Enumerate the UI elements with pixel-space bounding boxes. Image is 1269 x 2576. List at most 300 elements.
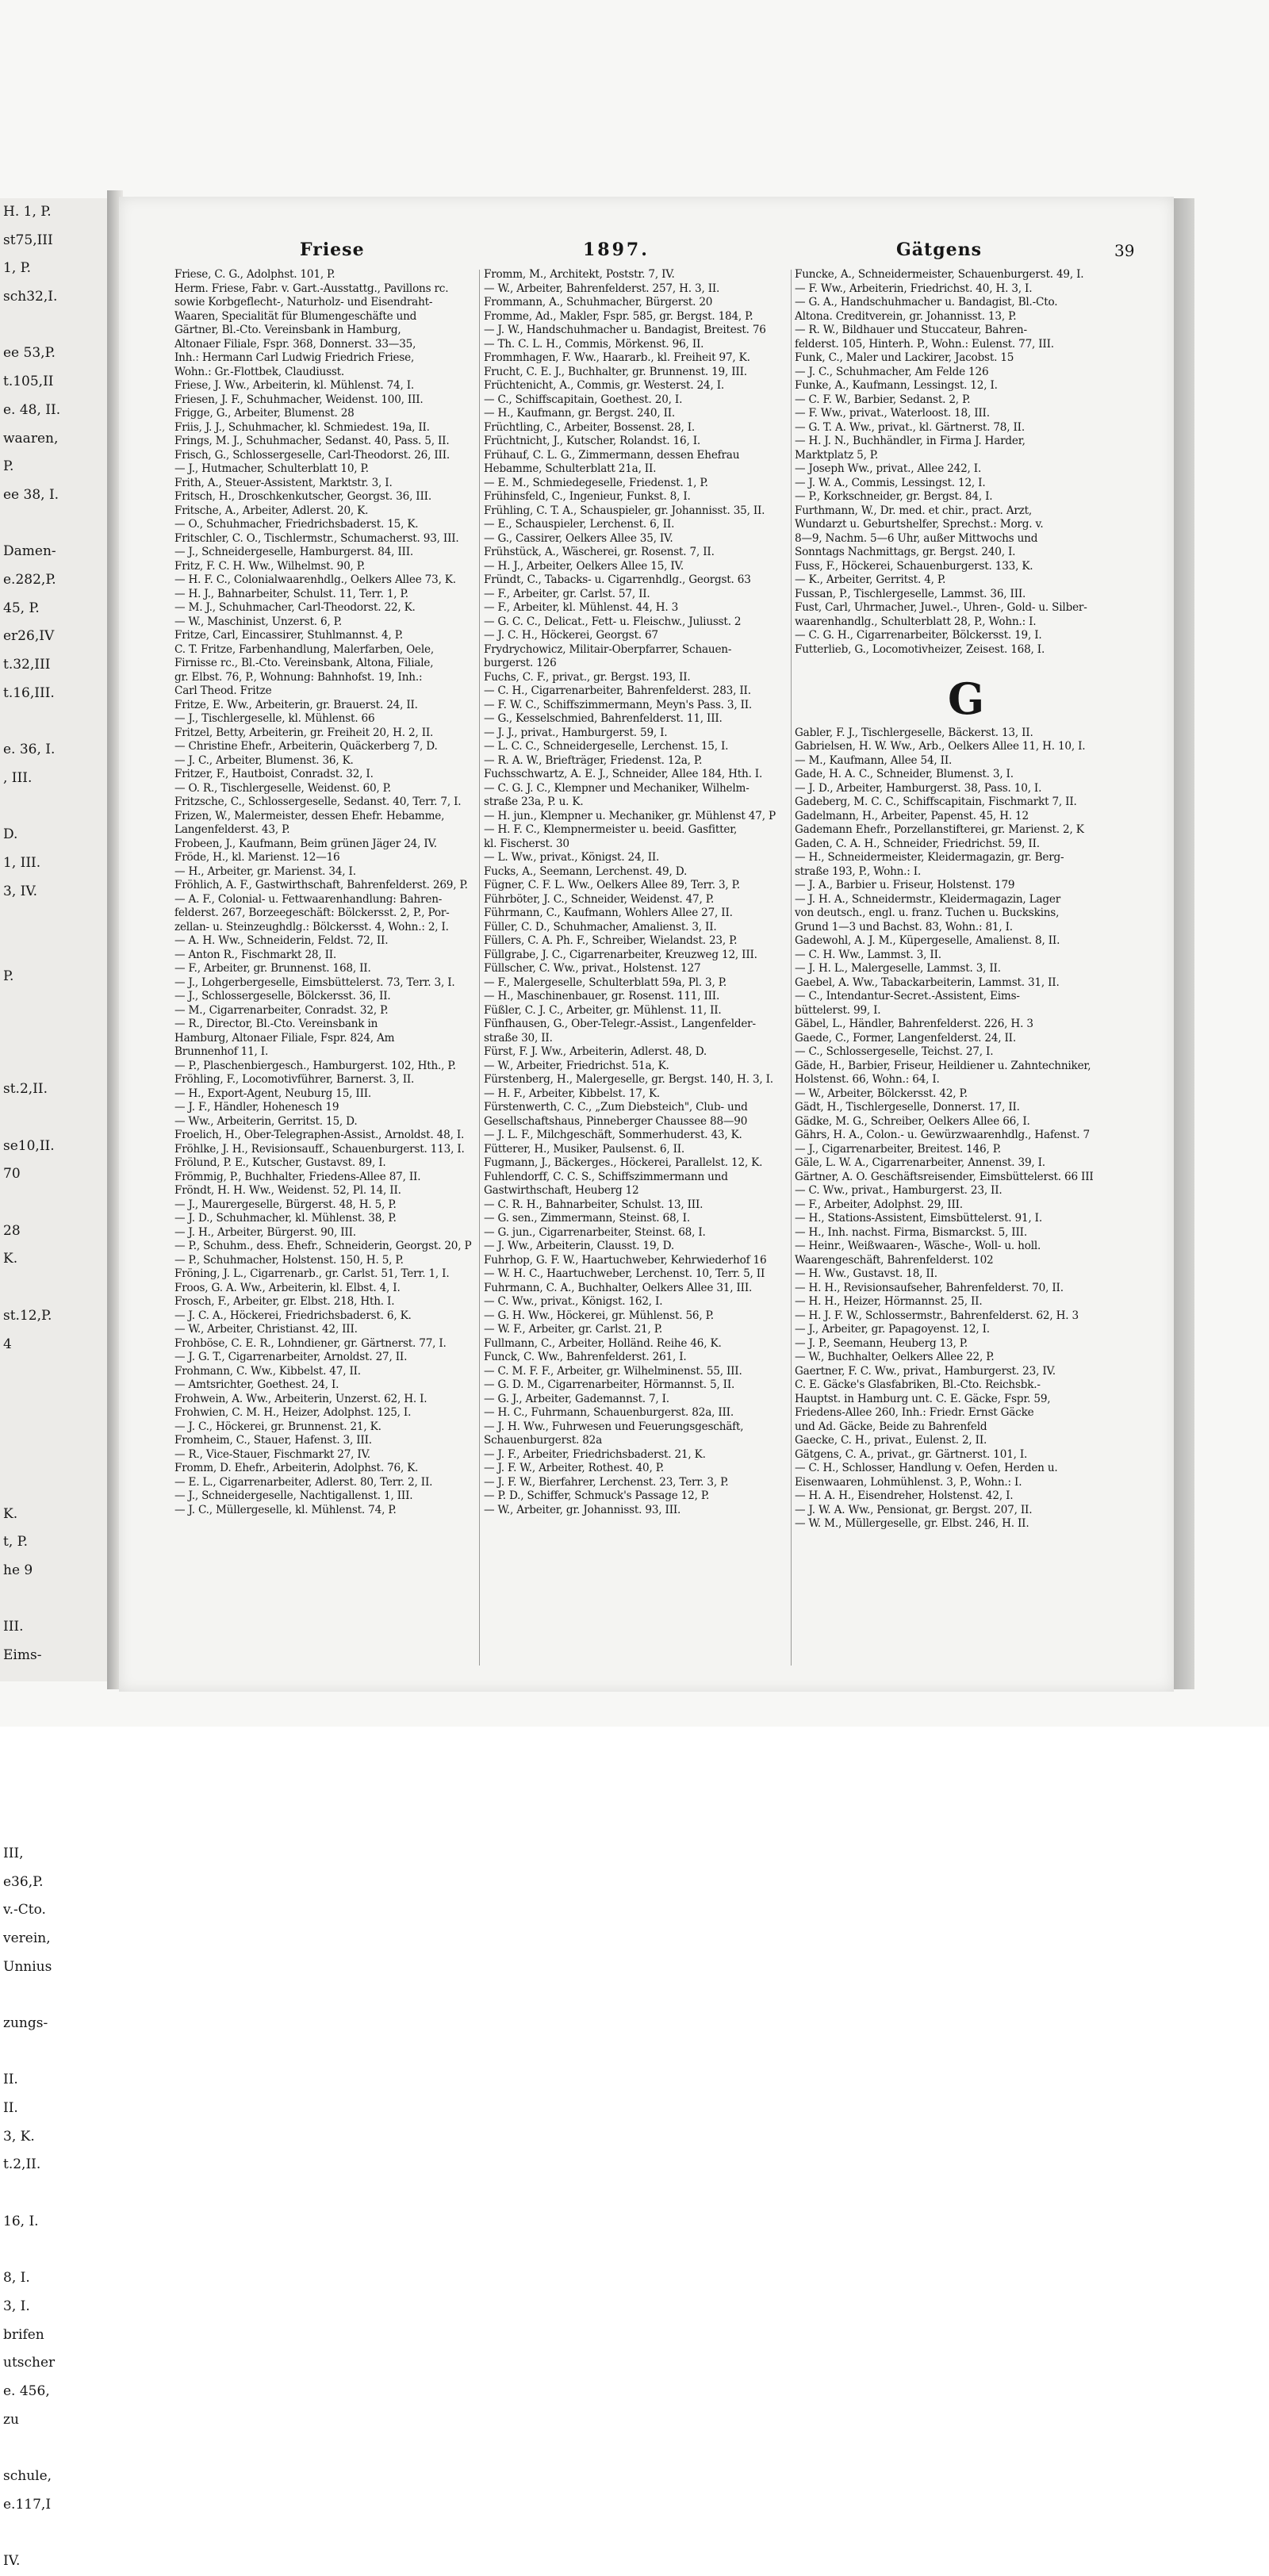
left-page-fragment-line [0, 906, 107, 934]
directory-entry-line: Frömmig, P., Buchhalter, Friedens-Allee 87, II. [174, 1170, 421, 1183]
directory-entry-line: Frommhagen, F. Ww., Haararb., kl. Freiheit 97, K. [484, 351, 750, 364]
left-page-fragment-line: ee 38, I. [3, 486, 59, 503]
left-page-fragment-line: zungs- [3, 2015, 48, 2031]
directory-entry-line: Frith, A., Steuer-Assistent, Marktstr. 3, I. [174, 476, 393, 489]
directory-entry-line: — G., Kesselschmied, Bahrenfelderst. 11, III. [484, 712, 723, 725]
left-page-fragment-line: waaren, [3, 430, 59, 447]
directory-entry-line: Altonaer Filiale, Fspr. 368, Donnerst. 33—35, [174, 337, 416, 351]
directory-entry-line: Gade, H. A. C., Schneider, Blumenst. 3, I. [795, 768, 1014, 780]
directory-entry-line: — J. C., Höckerei, gr. Brunnenst. 21, K. [174, 1420, 381, 1433]
directory-entry-line: — H. J., Arbeiter, Oelkers Allee 15, IV. [484, 559, 684, 573]
directory-entry-line: — E. L., Cigarrenarbeiter, Adlerst. 80, Terr. 2, II. [174, 1475, 433, 1489]
directory-entry-line: — H. A. H., Eisendreher, Holstenst. 42, I. [795, 1489, 1014, 1502]
left-page-fragment-line [0, 1698, 107, 1727]
directory-entry-line: — W., Arbeiter, Friedrichst. 51a, K. [484, 1059, 669, 1072]
left-page-fragment-line [0, 1104, 107, 1133]
header-right-word: Gätgens [896, 240, 982, 260]
left-page-fragment-line: 1, P. [3, 260, 32, 277]
directory-entry-line: Frühstück, A., Wäscherei, gr. Rosenst. 7, II. [484, 546, 715, 558]
left-page-fragment-line: P. [3, 458, 14, 475]
directory-entry-line: Fuchsschwartz, A. E. J., Schneider, Allee 184, Hth. I. [484, 768, 763, 780]
directory-entry-line: — H. C., Fuhrmann, Schauenburgerst. 82a, III. [484, 1406, 734, 1419]
directory-entry-line: Sonntags Nachmittags, gr. Bergst. 240, I. [795, 546, 1016, 558]
directory-entry-line: Frühauf, C. L. G., Zimmermann, dessen Ehefrau [484, 448, 740, 462]
directory-entry-line: — J. J., privat., Hamburgerst. 59, I. [484, 726, 668, 739]
left-page-fragment-line: 1, III. [3, 854, 41, 871]
directory-entry-line: — J. F., Arbeiter, Friedrichsbaderst. 21, K. [484, 1447, 706, 1461]
directory-entry-line: Frosch, F., Arbeiter, gr. Elbst. 218, Hth. I. [174, 1295, 395, 1308]
directory-entry-line: — P. D., Schiffer, Schmuck's Passage 12, P. [484, 1489, 710, 1502]
directory-entry-line: Froos, G. A. Ww., Arbeiterin, kl. Elbst. 4, I. [174, 1281, 401, 1294]
directory-entry-line: Gabler, F. J., Tischlergeselle, Bäckerst. 13, II. [795, 726, 1033, 739]
directory-entry-line: Hauptst. in Hamburg unt. C. E. Gäcke, Fspr. 59, [795, 1392, 1051, 1405]
directory-entry-line: Füllers, C. A. Ph. F., Schreiber, Wielandst. 23, P. [484, 934, 738, 947]
directory-entry-line: — G. H. Ww., Höckerei, gr. Mühlenst. 56, P. [484, 1309, 714, 1322]
directory-entry-line: — A. F., Colonial- u. Fettwaarenhandlung: Bahren- [174, 892, 443, 906]
left-page-fragment-line: II. [3, 2100, 18, 2117]
directory-entry-line: — J., Hutmacher, Schulterblatt 10, P. [174, 462, 369, 475]
directory-entry-line: — F. W. C., Schiffszimmermann, Meyn's Pass. 3, II. [484, 698, 753, 711]
directory-entry-line: — G. T. A. Ww., privat., kl. Gärtnerst. 78, II. [795, 420, 1025, 434]
directory-entry-line: Fuhlendorff, C. C. S., Schiffszimmermann und [484, 1170, 728, 1183]
left-page-fragment-line: II. [3, 2072, 18, 2088]
directory-entry-line: — H. Ww., Gustavst. 18, II. [795, 1267, 937, 1280]
directory-entry-line: — M., Kaufmann, Allee 54, II. [795, 753, 953, 767]
directory-entry-line: Fuchs, C. F., privat., gr. Bergst. 193, II. [484, 670, 691, 684]
left-page-fragment-line: sch32,I. [3, 289, 58, 305]
directory-entry-line: Fullmann, C., Arbeiter, Holländ. Reihe 46, K. [484, 1336, 722, 1350]
left-page-fragment-line: he 9 [3, 1562, 33, 1578]
directory-entry-line: Gadeberg, M. C. C., Schiffscapitain, Fischmarkt 7, II. [795, 795, 1077, 808]
directory-entry-line: — H., Arbeiter, gr. Marienst. 34, I. [174, 864, 356, 878]
directory-entry-line: Gädke, M. G., Schreiber, Oelkers Allee 66, I. [795, 1114, 1030, 1128]
directory-entry-line: — M., Cigarrenarbeiter, Conradst. 32, P. [174, 1003, 389, 1017]
directory-entry-line: — W., Maschinist, Unzerst. 6, P. [174, 615, 342, 628]
directory-entry-line: — C. R. H., Bahnarbeiter, Schulst. 13, III. [484, 1198, 704, 1211]
directory-entry-line: von deutsch., engl. u. franz. Tuchen u. Buckskins, [795, 907, 1060, 919]
directory-entry-line: straße 193, P., Wohn.: I. [795, 864, 922, 878]
directory-entry-line: Fünfhausen, G., Ober-Telegr.-Assist., Langenfelder- [484, 1018, 756, 1030]
directory-entry-line: Fussan, P., Tischlergeselle, Lammst. 36, III. [795, 587, 1026, 600]
directory-entry-line: — W., Arbeiter, Christianst. 42, III. [174, 1323, 358, 1336]
left-page-fragment-line [0, 1727, 107, 1755]
directory-entry-line: Friese, C. G., Adolphst. 101, P. [174, 268, 335, 281]
directory-entry-line: — J. L. F., Milchgeschäft, Sommerhuderst. 43, K. [484, 1129, 742, 1141]
left-page-fragment-line [0, 1585, 107, 1614]
directory-entry-line: Frigge, G., Arbeiter, Blumenst. 28 [174, 407, 355, 420]
left-page-fragment-line: D. [3, 826, 18, 843]
directory-entry-line: Frohmann, C. Ww., Kibbelst. 47, II. [174, 1364, 361, 1378]
left-page-fragment-line: , III. [3, 769, 33, 786]
directory-entry-line: — J. C. H., Höckerei, Georgst. 67 [484, 629, 658, 642]
directory-entry-line: Fügner, C. F. L. Ww., Oelkers Allee 89, Terr. 3, P. [484, 879, 740, 891]
directory-entry-line: — J. C., Müllergeselle, kl. Mühlenst. 74, P. [174, 1503, 397, 1516]
left-page-fragment-line: 3, I. [3, 2298, 30, 2314]
directory-entry-line: — G. sen., Zimmermann, Steinst. 68, I. [484, 1212, 690, 1225]
directory-entry-line: — O. R., Tischlergeselle, Weidenst. 60, P. [174, 781, 391, 795]
directory-entry-line: Führmann, C., Kaufmann, Wohlers Allee 27, II. [484, 907, 733, 919]
directory-entry-line: — J., Lohgerbergeselle, Eimsbüttelerst. 73, Terr. 3, I. [174, 976, 455, 989]
directory-entry-line: Gabrielsen, H. W. Ww., Arb., Oelkers Allee 11, H. 10, I. [795, 740, 1086, 753]
directory-entry-line: — E. M., Schmiedegeselle, Friedenst. 1, P. [484, 476, 708, 489]
directory-entry-line: — F. Ww., privat., Waterloost. 18, III. [795, 407, 990, 420]
directory-entry-line: Fuhrmann, C. A., Buchhalter, Oelkers Allee 31, III. [484, 1281, 753, 1294]
directory-entry-line: Firnisse rc., Bl.-Cto. Vereinsbank, Altona, Filiale, [174, 657, 434, 669]
directory-entry-line: Frühinsfeld, C., Ingenieur, Funkst. 8, I. [484, 490, 691, 503]
directory-entry-line: — Anton R., Fischmarkt 28, II. [174, 948, 337, 961]
directory-entry-line: Fröhling, F., Locomotivführer, Barnerst. 3, II. [174, 1073, 415, 1086]
left-page-fragment-line [0, 2179, 107, 2208]
directory-entry-line: — O., Schuhmacher, Friedrichsbaderst. 15, K. [174, 518, 419, 531]
directory-entry-line: — J. C., Schuhmacher, Am Felde 126 [795, 365, 989, 378]
directory-entry-line: Früchtenicht, A., Commis, gr. Westerst. 24, I. [484, 379, 724, 392]
directory-entry-line: — E., Schauspieler, Lerchenst. 6, II. [484, 518, 675, 531]
directory-entry-line: Furthmann, W., Dr. med. et chir., pract. Arzt, [795, 504, 1033, 517]
directory-entry-line: Altona. Creditverein, gr. Johannisst. 13, P. [795, 309, 1017, 323]
directory-entry-line: Fröde, H., kl. Marienst. 12—16 [174, 851, 340, 864]
directory-entry-line: Grund 1—3 und Bachst. 83, Wohn.: 81, I. [795, 920, 1013, 933]
directory-entry-line: Fritze, E. Ww., Arbeiterin, gr. Brauerst. 24, II. [174, 698, 418, 711]
left-page-fragment-line: e.117,I [3, 2496, 52, 2513]
directory-entry-line: — F., Arbeiter, gr. Carlst. 57, II. [484, 587, 650, 600]
directory-entry-line: — H. F. C., Colonialwaarenhdlg., Oelkers Allee 73, K. [174, 573, 456, 586]
directory-entry-line: — C. G. J. C., Klempner und Mechaniker, Wilhelm- [484, 781, 750, 795]
directory-entry-line: — J. P., Seemann, Heuberg 13, P. [795, 1336, 968, 1350]
directory-entry-line: Brunnenhof 11, I. [174, 1045, 269, 1058]
directory-entry-line: — F., Arbeiter, kl. Mühlenst. 44, H. 3 [484, 601, 679, 614]
directory-entry-line: — R. W., Bildhauer und Stuccateur, Bahren- [795, 324, 1027, 336]
directory-column-2 [484, 268, 825, 1517]
directory-entry-line: Fürstenwerth, C. C., „Zum Diebsteich", Club- und [484, 1101, 748, 1114]
directory-entry-line: Gadelmann, H., Arbeiter, Papenst. 45, H. 12 [795, 809, 1029, 822]
left-page-fragment-line [0, 707, 107, 736]
directory-entry-line: Wundarzt u. Geburtshelfer, Sprechst.: Morg. v. [795, 518, 1044, 531]
directory-entry-line: Gährs, H. A., Colon.- u. Gewürzwaarenhdlg., Hafenst. 7 [795, 1129, 1090, 1141]
directory-entry-line: Fucks, A., Seemann, Lerchenst. 49, D. [484, 864, 688, 878]
directory-entry-line: Frings, M. J., Schuhmacher, Sedanst. 40, Pass. 5, II. [174, 435, 450, 447]
directory-entry-line: Fritze, Carl, Eincassirer, Stuhlmannst. 4, P. [174, 629, 404, 642]
directory-entry-line: — J. D., Arbeiter, Hamburgerst. 38, Pass. 10, I. [795, 781, 1042, 795]
directory-entry-line: waarenhandlg., Schulterblatt 28, P., Wohn.: I. [795, 615, 1037, 628]
directory-entry-line: — C., Schlossergeselle, Teichst. 27, I. [795, 1045, 994, 1058]
directory-entry-line: — J. F. W., Arbeiter, Rothest. 40, P. [484, 1462, 665, 1474]
left-page-fragment-line: t.105,II [3, 374, 54, 390]
directory-entry-line: büttelerst. 99, I. [795, 1003, 881, 1017]
directory-entry-line: — J. H. Ww., Fuhrwesen und Feuerungsgeschäft, [484, 1420, 744, 1433]
directory-entry-line: — Christine Ehefr., Arbeiterin, Quäckerberg 7, D. [174, 740, 438, 753]
directory-entry-line: — H. F. C., Klempnermeister u. beeid. Gasfitter, [484, 823, 738, 836]
left-page-fragment-line: K. [3, 1505, 18, 1522]
directory-entry-line: — H. F., Arbeiter, Kibbelst. 17, K. [484, 1087, 661, 1100]
directory-entry-line: straße 23a, P. u. K. [484, 795, 584, 808]
left-page-fragment-line: e.282,P. [3, 571, 56, 588]
directory-entry-line: Wohn.: Gr.-Flottbek, Claudiusst. [174, 365, 345, 378]
left-page-fragment-line: IV. [3, 2553, 21, 2570]
left-page-fragment-line: utscher [3, 2355, 56, 2371]
directory-entry-line: — Heinr., Weißwaaren-, Wäsche-, Woll- u. holl. [795, 1240, 1041, 1252]
directory-entry-line: Früchtling, C., Arbeiter, Bossenst. 28, I. [484, 420, 695, 434]
left-page-fragment-line: Damen- [3, 543, 56, 560]
directory-entry-line: — J. W. A. Ww., Pensionat, gr. Bergst. 207, II. [795, 1503, 1033, 1516]
left-page-fragment-line [0, 2434, 107, 2463]
directory-entry-line: — F., Malergeselle, Schulterblatt 59a, Pl. 3, P. [484, 976, 727, 989]
directory-entry-line: — F., Arbeiter, Adolphst. 29, III. [795, 1198, 963, 1211]
directory-entry-line: Füßler, C. J. C., Arbeiter, gr. Mühlenst. 11, II. [484, 1003, 722, 1017]
directory-entry-line: Fröndt, H. H. Ww., Weidenst. 52, Pl. 14, II. [174, 1184, 401, 1197]
directory-entry-line: — C. Ww., privat., Hamburgerst. 23, II. [795, 1184, 1003, 1197]
left-page-fragment-line: e. 456, [3, 2382, 50, 2399]
directory-entry-line: burgerst. 126 [484, 657, 557, 669]
left-page-fragment-line [0, 792, 107, 821]
directory-entry-line: Fromm, M., Architekt, Poststr. 7, IV. [484, 268, 675, 281]
left-page-fragment-line: 45, P. [3, 600, 40, 616]
directory-entry-line: C. E. Gäcke's Glasfabriken, Bl.-Cto. Reichsbk.- [795, 1378, 1041, 1391]
directory-entry-line: Fritzsche, C., Schlossergeselle, Sedanst. 40, Terr. 7, I. [174, 795, 462, 808]
directory-entry-line: Gäbel, L., Händler, Bahrenfelderst. 226, H. 3 [795, 1018, 1033, 1030]
directory-entry-line: Fuhrhop, G. F. W., Haartuchweber, Kehrwiederhof 16 [484, 1253, 767, 1267]
directory-entry-line: Frizen, W., Malermeister, dessen Ehefr. Hebamme, [174, 809, 445, 822]
directory-entry-line: — J., Maurergeselle, Bürgerst. 48, H. 5, P. [174, 1198, 397, 1211]
directory-entry-line: — J. F. W., Bierfahrer, Lerchenst. 23, Terr. 3, P. [484, 1475, 729, 1489]
directory-entry-line: Frucht, C. E. J., Buchhalter, gr. Brunnenst. 19, III. [484, 365, 747, 378]
directory-entry-line: — C. H., Cigarrenarbeiter, Bahrenfelderst. 283, II. [484, 684, 751, 697]
directory-entry-line: felderst. 105, Hinterh. P., Wohn.: Eulenst. 77, III. [795, 337, 1054, 351]
directory-entry-line: Frohwien, C. M. H., Heizer, Adolphst. 125, I. [174, 1406, 412, 1419]
directory-entry-line: Funke, A., Kaufmann, Lessingst. 12, I. [795, 379, 998, 392]
left-page-fragment-line [0, 1019, 107, 1048]
directory-entry-line: — R., Vice-Stauer, Fischmarkt 27, IV. [174, 1447, 370, 1461]
directory-entry-line: — H., Schneidermeister, Kleidermagazin, gr. Berg- [795, 851, 1064, 864]
directory-entry-line: Früchtnicht, J., Kutscher, Rolandst. 16, I. [484, 435, 700, 447]
left-page-fragment-line: 3, IV. [3, 883, 38, 899]
left-page-fragment-line: st75,III [3, 232, 53, 248]
directory-entry-line: — H., Stations-Assistent, Eimsbüttelerst. 91, I. [795, 1212, 1042, 1225]
directory-entry-line: Froelich, H., Ober-Telegraphen-Assist., Arnoldst. 48, I. [174, 1129, 465, 1141]
directory-entry-line: — J., Arbeiter, gr. Papagoyenst. 12, I. [795, 1323, 990, 1336]
directory-entry-line: Schauenburgerst. 82a [484, 1434, 603, 1447]
left-page-fragment-line: e36,P. [3, 1873, 44, 1890]
directory-entry-line: — C. H. Ww., Lammst. 3, II. [795, 948, 941, 961]
directory-entry-line: — J. W. A., Commis, Lessingst. 12, I. [795, 476, 986, 489]
directory-entry-line: Fröhlich, A. F., Gastwirthschaft, Bahrenfelderst. 269, P. [174, 879, 468, 891]
directory-entry-line: Funk, C., Maler und Lackirer, Jacobst. 15 [795, 351, 1014, 364]
running-header [119, 240, 1174, 266]
header-left-word: Friese [300, 240, 365, 260]
directory-entry-line: Langenfelderst. 43, P. [174, 823, 290, 836]
directory-entry-line: Herm. Friese, Fabr. v. Gart.-Ausstattg., Pavillons rc. [174, 282, 449, 295]
directory-entry-line: — P., Schuhmacher, Holstenst. 150, H. 5, P. [174, 1253, 404, 1267]
left-page-fragment-line [0, 991, 107, 1019]
directory-entry-line: Führböter, J. C., Schneider, Weidenst. 47, P. [484, 892, 715, 906]
directory-entry-line: — H., Maschinenbauer, gr. Rosenst. 111, III. [484, 990, 720, 1002]
directory-entry-line: Fromme, Ad., Makler, Fspr. 585, gr. Bergst. 184, P. [484, 309, 753, 323]
left-page-fragment-line: 4 [3, 1336, 12, 1352]
left-page-fragment-line: st.2,II. [3, 1081, 48, 1098]
directory-entry-line: Fugmann, J., Bäckerges., Höckerei, Parallelst. 12, K. [484, 1156, 763, 1169]
directory-entry-line: — J., Schneidergeselle, Hamburgerst. 84, III. [174, 546, 413, 558]
directory-entry-line: — J. Ww., Arbeiterin, Clausst. 19, D. [484, 1240, 675, 1252]
directory-entry-line: Gaebel, A. Ww., Tabackarbeiterin, Lammst. 31, II. [795, 976, 1060, 989]
directory-entry-line: — P., Plaschenbiergesch., Hamburgerst. 102, Hth., P. [174, 1059, 456, 1072]
left-page-fragment-line: v.-Cto. [3, 1902, 46, 1919]
directory-entry-line: Fromm, D. Ehefr., Arbeiterin, Adolphst. 76, K. [174, 1462, 419, 1474]
directory-entry-line: — K., Arbeiter, Gerritst. 4, P. [795, 573, 946, 586]
directory-entry-line: Fritsche, A., Arbeiter, Adlerst. 20, K. [174, 504, 369, 517]
directory-entry-line: Frölund, P. E., Kutscher, Gustavst. 89, I. [174, 1156, 386, 1169]
directory-entry-line: — C., Schiffscapitain, Goethest. 20, I. [484, 393, 683, 406]
left-page-fragment-line [0, 1443, 107, 1472]
directory-entry-line: Frühling, C. T. A., Schauspieler, gr. Johannisst. 35, II. [484, 504, 765, 517]
directory-entry-line: Fromheim, C., Stauer, Hafenst. 3, III. [174, 1434, 372, 1447]
directory-entry-line: — P., Korkschneider, gr. Bergst. 84, I. [795, 490, 993, 503]
directory-page [119, 197, 1174, 1692]
directory-entry-line: Gäde, H., Barbier, Friseur, Heildiener u. Zahntechniker, [795, 1059, 1091, 1072]
directory-entry-line: — W., Arbeiter, gr. Johannisst. 93, III. [484, 1503, 681, 1516]
left-page-fragment-line [0, 1755, 107, 1784]
left-page-fragment-line: st.12,P. [3, 1307, 52, 1324]
directory-entry-line: — J. F., Händler, Hohenesch 19 [174, 1101, 339, 1114]
directory-entry-line: — C., Intendantur-Secret.-Assistent, Eims- [795, 990, 1020, 1002]
directory-entry-line: — J., Cigarrenarbeiter, Breitest. 146, P. [795, 1142, 1002, 1156]
directory-entry-line: Carl Theod. Fritze [174, 684, 272, 697]
directory-entry-line: Fründt, C., Tabacks- u. Cigarrenhdlg., Georgst. 63 [484, 573, 751, 586]
directory-entry-line: — J., Tischlergeselle, kl. Mühlenst. 66 [174, 712, 375, 725]
directory-entry-line: — L. C. C., Schneidergeselle, Lerchenst. 15, I. [484, 740, 729, 753]
directory-entry-line: Marktplatz 5, P. [795, 448, 879, 462]
directory-entry-line: — J. W., Handschuhmacher u. Bandagist, Breitest. 76 [484, 324, 766, 336]
left-page-fragment-line [0, 1387, 107, 1416]
left-page-fragment-line [0, 1048, 107, 1076]
left-page-fragment-line: 3, K. [3, 2128, 35, 2145]
directory-entry-line: Fritschler, C. O., Tischlermstr., Schumacherst. 93, III. [174, 531, 459, 545]
directory-entry-line: Füllgrabe, J. C., Cigarrenarbeiter, Kreuzweg 12, III. [484, 948, 757, 961]
left-page-fragment-line [0, 1784, 107, 1812]
directory-entry-line: Frohwein, A. Ww., Arbeiterin, Unzerst. 62, H. I. [174, 1392, 427, 1405]
directory-entry-line: und Ad. Gäcke, Beide zu Bahrenfeld [795, 1420, 987, 1433]
left-page-fragment-line [0, 1359, 107, 1387]
directory-entry-line: — H. J., Bahnarbeiter, Schulst. 11, Terr. 1, P. [174, 587, 408, 600]
directory-entry-line: Friese, J. Ww., Arbeiterin, kl. Mühlenst. 74, I. [174, 379, 415, 392]
directory-entry-line: Hamburg, Altonaer Filiale, Fspr. 824, Am [174, 1031, 395, 1045]
directory-entry-line: Gärtner, Bl.-Cto. Vereinsbank in Hamburg, [174, 324, 401, 336]
directory-entry-line: — C. Ww., privat., Königst. 162, I. [484, 1295, 663, 1308]
directory-entry-line: — J. C. A., Höckerei, Friedrichsbaderst. 6, K. [174, 1309, 412, 1322]
left-page-fragment-line: t.16,III. [3, 684, 55, 701]
left-page-fragment-line: Eims- [3, 1647, 42, 1664]
directory-entry-line: — C. G. H., Cigarrenarbeiter, Bölckersst. 19, I. [795, 629, 1042, 642]
directory-entry-line: — C. F. W., Barbier, Sedanst. 2, P. [795, 393, 971, 406]
directory-entry-line: Frommann, A., Schuhmacher, Bürgerst. 20 [484, 296, 713, 309]
directory-entry-line: Gaecke, C. H., privat., Eulenst. 2, II. [795, 1434, 987, 1447]
directory-entry-line: Holstenst. 66, Wohn.: 64, I. [795, 1073, 940, 1086]
spacer [795, 657, 1137, 671]
left-page-fragment-line [0, 1670, 107, 1699]
directory-entry-line: Fürstenberg, H., Malergeselle, gr. Bergst. 140, H. 3, I. [484, 1073, 773, 1086]
left-page-fragment-line: e. 48, II. [3, 401, 61, 418]
left-page-fragment-line: III. [3, 1619, 24, 1635]
directory-entry-line: Gaertner, F. C. Ww., privat., Hamburgerst. 23, IV. [795, 1364, 1056, 1378]
left-page-fragment-line: P. [3, 968, 14, 984]
directory-entry-line: — J. G. T., Cigarrenarbeiter, Arnoldst. 27, II. [174, 1351, 408, 1363]
directory-column-1 [174, 268, 516, 1517]
left-page-fragment-line [0, 2237, 107, 2265]
directory-column-3 [795, 268, 1137, 1531]
directory-entry-line: — J. H. L., Malergeselle, Lammst. 3, II. [795, 962, 1001, 975]
directory-entry-line: — G., Cassirer, Oelkers Allee 35, IV. [484, 531, 673, 545]
directory-entry-line: — C. H., Schlosser, Handlung v. Oefen, Herden u. [795, 1462, 1058, 1474]
left-page-fragment-line: e. 36, I. [3, 742, 56, 758]
directory-entry-line: Gaede, C., Former, Langenfelderst. 24, II. [795, 1031, 1016, 1045]
left-page-fragment-line: 8, I. [3, 2270, 30, 2287]
left-page-fragment-line: 70 [3, 1166, 21, 1183]
directory-entry-line: Futterlieb, G., Locomotivheizer, Zeisest. 168, I. [795, 642, 1045, 656]
directory-entry-line: — C. M. F. F., Arbeiter, gr. Wilhelminenst. 55, III. [484, 1364, 742, 1378]
directory-entry-line: Inh.: Hermann Carl Ludwig Friedrich Friese, [174, 351, 415, 364]
header-year: 1897. [583, 240, 650, 260]
left-page-fragment-line [0, 1472, 107, 1501]
directory-entry-line: — H. jun., Klempner u. Mechaniker, gr. Mühlenst 47, P [484, 809, 776, 822]
directory-entry-line: — J. H., Arbeiter, Bürgerst. 90, III. [174, 1225, 356, 1239]
directory-entry-line: Gädt, H., Tischlergeselle, Donnerst. 17, II. [795, 1101, 1020, 1114]
directory-entry-line: Gesellschaftshaus, Pinneberger Chaussee 88—90 [484, 1114, 748, 1128]
left-page-fragment-line: se10,II. [3, 1137, 55, 1154]
directory-entry-line: Frobeen, J., Kaufmann, Beim grünen Jäger 24, IV. [174, 837, 437, 850]
left-page-fragment-line [0, 510, 107, 539]
left-page-fragment-line: H. 1, P. [3, 204, 52, 220]
left-page-fragment-line: t, P. [3, 1534, 29, 1551]
directory-entry-line: Gärtner, A. O. Geschäftsreisender, Eimsbüttelerst. 66 III [795, 1170, 1094, 1183]
directory-entry-line: Friis, J. J., Schuhmacher, kl. Schmiedest. 19a, II. [174, 420, 430, 434]
left-page-fragment-line [0, 2038, 107, 2067]
directory-entry-line: gr. Elbst. 76, P., Wohnung: Bahnhofst. 19, Inh.: [174, 670, 423, 684]
directory-entry-line: — J., Schlossergeselle, Bölckersst. 36, II. [174, 990, 391, 1002]
directory-entry-line: — G. D. M., Cigarrenarbeiter, Hörmannst. 5, II. [484, 1378, 735, 1391]
left-page-fragment-line: t.32,III [3, 657, 51, 673]
directory-entry-line: — F. Ww., Arbeiterin, Friedrichst. 40, H. 3, I. [795, 282, 1033, 295]
directory-entry-line: — J. H. A., Schneidermstr., Kleidermagazin, Lager [795, 892, 1061, 906]
directory-entry-line: zellan- u. Steinzeughdlg.: Bölckersst. 4, Wohn.: 2, I. [174, 920, 449, 933]
directory-entry-line: — H., Export-Agent, Neuburg 15, III. [174, 1087, 372, 1100]
directory-entry-line: — H. H., Revisionsaufseher, Bahrenfelderst. 70, II. [795, 1281, 1064, 1294]
directory-entry-line: Fritzer, F., Hautboist, Conradst. 32, I. [174, 768, 374, 780]
left-page-fragment [0, 198, 107, 2570]
directory-entry-line: kl. Fischerst. 30 [484, 837, 569, 850]
directory-entry-line: Fröning, J. L., Cigarrenarb., gr. Carlst. 51, Terr. 1, I. [174, 1267, 450, 1280]
left-page-fragment-line: verein, [3, 1930, 51, 1946]
directory-entry-line: Frisch, G., Schlossergeselle, Carl-Theodorst. 26, III. [174, 448, 450, 462]
directory-entry-line: Füller, C. D., Schuhmacher, Amalienst. 3, II. [484, 920, 717, 933]
left-page-fragment-line [0, 1274, 107, 1302]
directory-entry-line: — W. F., Arbeiter, gr. Carlst. 21, P. [484, 1323, 663, 1336]
directory-entry-line: — J. D., Schuhmacher, kl. Mühlenst. 38, P. [174, 1212, 397, 1225]
directory-entry-line: C. T. Fritze, Farbenhandlung, Malerfarben, Oele, [174, 642, 434, 656]
page-number: 39 [1114, 241, 1135, 260]
directory-entry-line: Gäle, L. W. A., Cigarrenarbeiter, Annenst. 39, I. [795, 1156, 1045, 1169]
directory-entry-line: — R., Director, Bl.-Cto. Vereinsbank in [174, 1018, 378, 1030]
directory-entry-line: straße 30, II. [484, 1031, 553, 1045]
directory-entry-line: — P., Schuhm., dess. Ehefr., Schneiderin, Georgst. 20, P [174, 1240, 472, 1252]
left-page-fragment-line: brifen [3, 2326, 44, 2343]
left-page-fragment-line: schule, [3, 2468, 52, 2484]
directory-entry-line: 8—9, Nachm. 5—6 Uhr, außer Mittwochs und [795, 531, 1038, 545]
left-page-fragment-line: t.2,II. [3, 2156, 41, 2173]
directory-entry-line: — R. A. W., Briefträger, Friedenst. 12a, P. [484, 753, 703, 767]
directory-entry-line: — W. M., Müllergeselle, gr. Elbst. 246, H. II. [795, 1517, 1029, 1530]
directory-entry-line: — W. H. C., Haartuchweber, Lerchenst. 10, Terr. 5, II [484, 1267, 765, 1280]
directory-entry-line: — G. C. C., Delicat., Fett- u. Fleischw., Juliusst. 2 [484, 615, 742, 628]
directory-entry-line: — H. H., Heizer, Hörmannst. 25, II. [795, 1295, 983, 1308]
directory-entry-line: — H., Kaufmann, gr. Bergst. 240, II. [484, 407, 676, 420]
